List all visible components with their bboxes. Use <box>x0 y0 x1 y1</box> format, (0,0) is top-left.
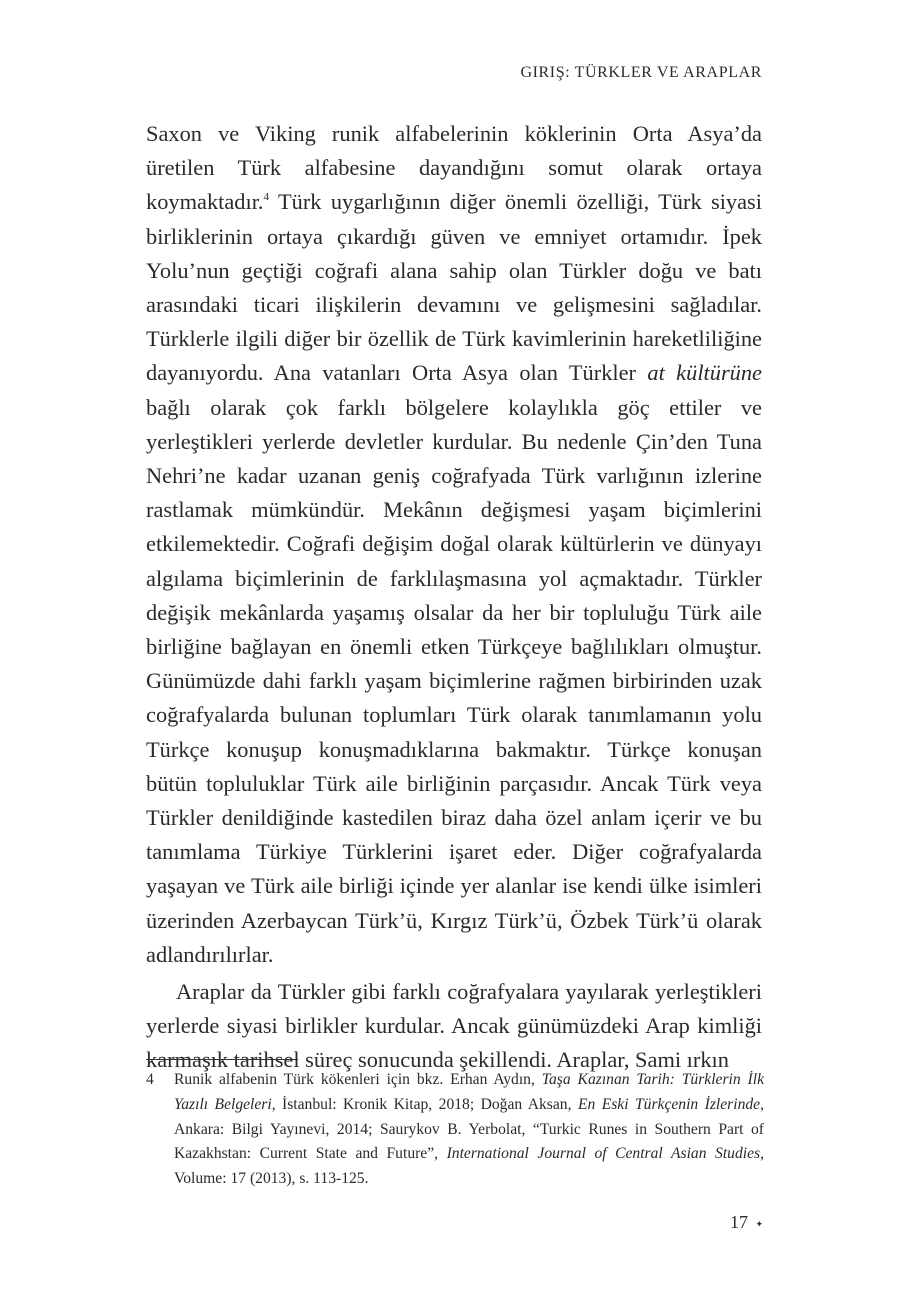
page-number: 17 <box>730 1212 748 1232</box>
paragraph-1-text-c: bağlı olarak çok farklı bölgelere kolaylıkla göç ettiler ve yerleştikleri yerlerde devletler kurdular. Bu nedenle Çin’den Tuna Nehri’ne kadar uzanan geniş coğrafyada Türk varlığının izlerine rastlamak mümkündür. Mekânın değişmesi yaşam biçimlerini etkilemektedir. Coğrafi değişim doğal olarak kültürlerin ve dünyayı algılama biçimlerinin de farklılaşmasına yol açmaktadır. Türkler değişik mekânlarda yaşamış olsalar da her bir topluluğu Türk aile birliğine bağlayan en önemli etken Türkçeye bağlılıkları olmuştur. Günümüzde dahi farklı yaşam biçimlerine rağmen birbirinden uzak coğrafyalarda bulunan toplumları Türk olarak tanımlamanın yolu Türkçe konuşup konuşmadıklarına bakmaktır. Türkçe konuşan bütün topluluklar Türk aile birliğinin parçasıdır. Ancak Türk veya Türkler denildiğinde kastedilen biraz daha özel anlam içerir ve bu tanımlama Türkiye Türklerini işaret eder. Diğer coğrafyalarda yaşayan ve Türk aile birliği içinde yer alanlar ise kendi ülke isimleri üzerinden Azerbaycan Türk’ü, Kırgız Türk’ü, Özbek Türk’ü olarak adlandırılırlar. <box>146 394 762 967</box>
footnote-rule <box>146 1059 298 1060</box>
footnote-text-2: , İstanbul: Kronik Kitap, 2018; Doğan Aksan, <box>271 1095 578 1113</box>
paragraph-1 <box>146 117 762 972</box>
footnote-italic-2: En Eski Türkçenin İzlerinde <box>577 1095 761 1113</box>
footnote <box>146 1068 764 1192</box>
paragraph-1-text-b: Türk uygarlığının diğer önemli özelliği, Türk siyasi birliklerinin ortaya çıkardığı güven ve emniyet ortamıdır. İpek Yolu’nun geçtiği coğrafi alana sahip olan Türkler doğu ve batı arasındaki ticari ilişkilerin devamını ve gelişmesini sağladılar. Türklerle ilgili diğer bir özellik de Türk kavimlerinin hareketliliğine dayanıyordu. Ana vatanları Orta Asya olan Türkler <box>146 189 762 386</box>
paragraph-2: Araplar da Türkler gibi farklı coğrafyalara yayılarak yerleştikleri yerlerde siyasi birlikler kurdular. Ancak günümüzdeki Arap kimliği karmaşık tarihsel süreç sonucunda şekillendi. Araplar, Sami ırkın <box>146 979 762 1073</box>
footnote-text-4: Volume: 17 (2013), s. 113-125. <box>174 1170 369 1188</box>
footnote-number: 4 <box>146 1071 154 1088</box>
footnote-italic-3: International Journal of Central Asian Studies, <box>446 1145 764 1163</box>
running-head: GIRIŞ: TÜRKLER VE ARAPLAR <box>520 64 762 81</box>
footnote-text-3: , Ankara: Bilgi Yayınevi, 2014; Saurykov B. Yerbolat, “Turkic Runes in Southern Part of Kazakhstan: Current State and Future”, <box>174 1095 764 1163</box>
footnote-italic-1: Taşa Kazınan Tarih: Türklerin İlk Yazılı Belgeleri <box>174 1071 764 1113</box>
body-text <box>146 117 762 1078</box>
footnote-text-1: Runik alfabenin Türk kökenleri için bkz. Erhan Aydın, <box>174 1071 542 1088</box>
footnote-ref: 4 <box>263 191 270 204</box>
footnote-text <box>174 1068 764 1192</box>
paragraph-1-text-a: Saxon ve Viking runik alfabelerinin köklerinin Orta Asya’da üretilen Türk alfabesine dayandığını somut olarak ortaya koymaktadır. <box>146 121 762 215</box>
page-ornament-icon: ✦ <box>755 1219 763 1229</box>
paragraph-1-italic: at kültürüne <box>647 360 762 386</box>
